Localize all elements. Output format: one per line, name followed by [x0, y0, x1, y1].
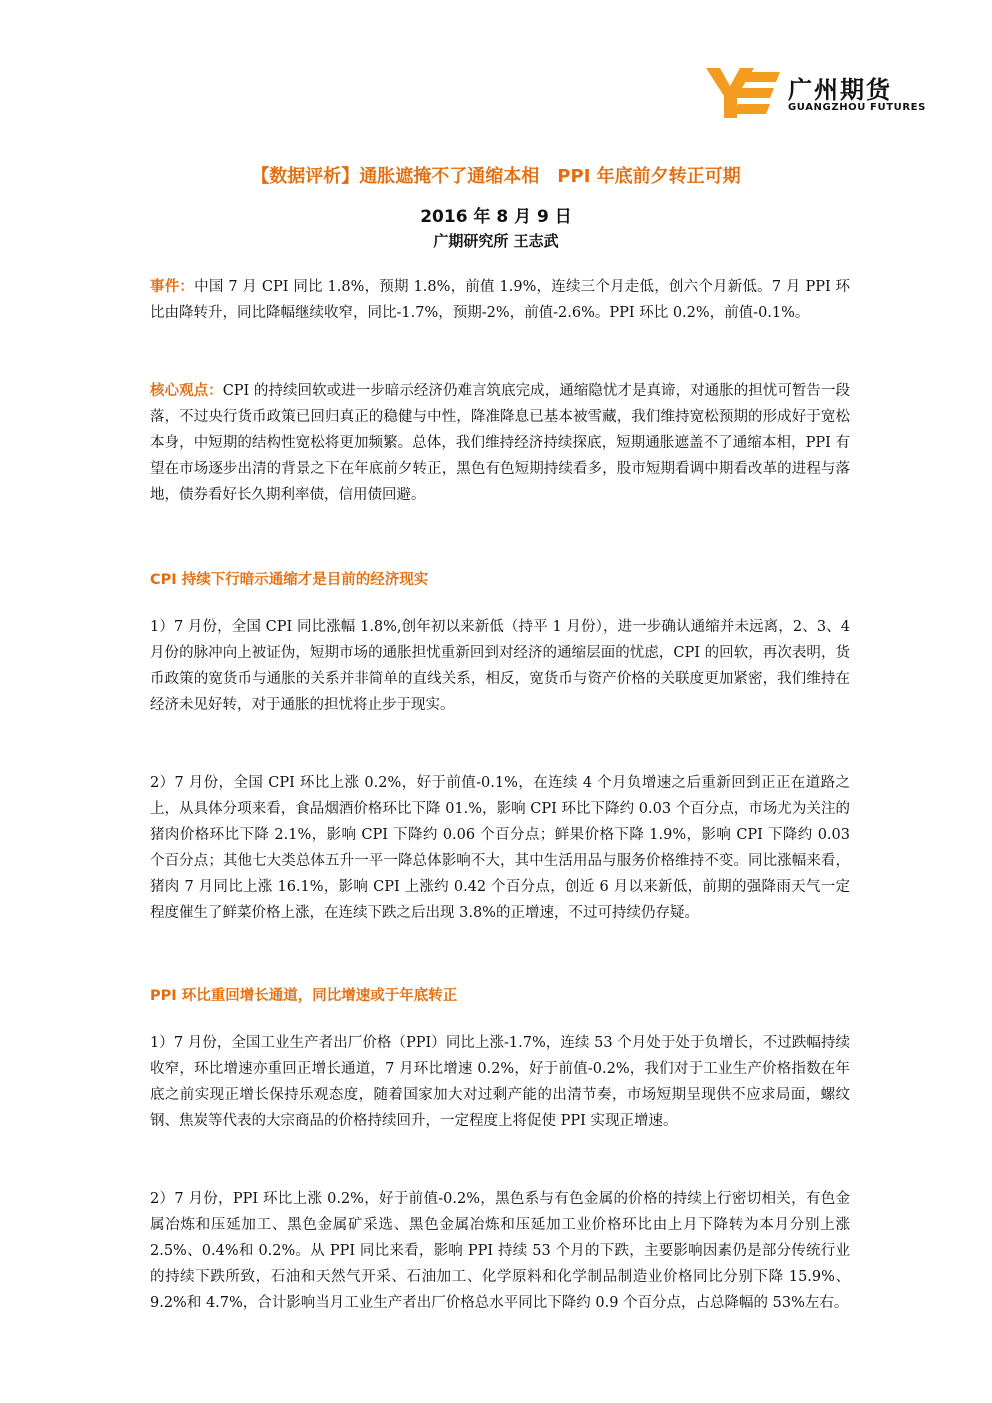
- brand-name-english: GUANGZHOU FUTURES: [788, 102, 926, 113]
- event-paragraph: [150, 274, 850, 326]
- section-cpi-paragraph-2: 2）7 月份，全国 CPI 环比上涨 0.2%，好于前值-0.1%，在连续 4 个月负增速之后重新回到正正在道路之上，从具体分项来看，食品烟酒价格环比下降 01.%，影响 CPI 环比下降约 0.03 个百分点，市场尤为关注的猪肉价格环比下降 2.1%，影响 CPI 下降约 0.06 个百分点；鲜果价格下降 1.9%，影响 CPI 下降约 0.03 个百分点；其他七大类总体五升一平一降总体影响不大，其中生活用品与服务价格维持不变。同比涨幅来看，猪肉 7 月同比上涨 16.1%，影响 CPI 上涨约 0.42 个百分点，创近 6 月以来新低，前期的强降雨天气一定程度催生了鲜菜价格上涨，在连续下跌之后出现 3.8%的正增速，不过可持续仍存疑。: [150, 775, 850, 921]
- section-ppi-paragraph-1: 1）7 月份，全国工业生产者出厂价格（PPI）同比上涨-1.7%，连续 53 个月处于处于负增长，不过跌幅持续收窄，环比增速亦重回正增长通道，7 月环比增速 0.2%，好于前值-0.2%，我们对于工业生产价格指数在年底之前实现正增长保持乐观态度，随着国家加大对过剩产能的出清节奏，市场短期呈现供不应求局面，螺纹钢、焦炭等代表的大宗商品的价格持续回升，一定程度上将促使 PPI 实现正增速。: [150, 1035, 850, 1129]
- section-heading-cpi: CPI 持续下行暗示通缩才是目前的经济现实: [150, 572, 429, 588]
- section-ppi-paragraph-2: 2）7 月份，PPI 环比上涨 0.2%，好于前值-0.2%，黑色系与有色金属的价格的持续上行密切相关，有色金属冶炼和压延加工、黑色金属矿采选、黑色金属冶炼和压延加工业价格环比由上月下降转为本月分别上涨 2.5%、0.4%和 0.2%。从 PPI 同比来看，影响 PPI 持续 53 个月的下跌，主要影响因素仍是部分传统行业的持续下跌所致，石油和天然气开采、石油加工、化学原料和化学制品制造业价格同比分别下降 15.9%、9.2%和 4.7%，合计影响当月工业生产者出厂价格总水平同比下降约 0.9 个百分点，占总降幅的 53%左右。: [150, 1191, 850, 1311]
- report-date: 2016 年 8 月 9 日: [420, 207, 572, 227]
- section-heading-ppi: PPI 环比重回增长通道，同比增速或于年底转正: [150, 988, 458, 1004]
- event-label: 事件：: [150, 279, 195, 295]
- report-title: 【数据评析】通胀遮掩不了通缩本相 PPI 年底前夕转正可期: [251, 166, 741, 187]
- guangzhou-futures-logo-icon: [704, 66, 782, 120]
- report-author: 广期研究所 王志武: [433, 232, 559, 250]
- brand-name: 广州期货: [788, 76, 892, 104]
- core-view-text: CPI 的持续回软或进一步暗示经济仍难言筑底完成，通缩隐忧才是真谛，对通胀的担忧可暂告一段落，不过央行货币政策已回归真正的稳健与中性，降准降息已基本被雪藏，我们维持宽松预期的形成好于宽松本身，中短期的结构性宽松将更加频繁。总体，我们维持经济持续探底，短期通胀遮盖不了通缩本相，PPI 有望在市场逐步出清的背景之下在年底前夕转正，黑色有色短期持续看多，股市短期看调中期看改革的进程与落地，债券看好长久期利率债，信用债回避。: [150, 383, 851, 503]
- brand-logo: [704, 66, 924, 120]
- section-cpi-paragraph-1: 1）7 月份，全国 CPI 同比涨幅 1.8%,创年初以来新低（持平 1 月份），进一步确认通缩并未远离，2、3、4 月份的脉冲向上被证伪，短期市场的通胀担忧重新回到对经济的通缩层面的忧虑，CPI 的回软，再次表明，货币政策的宽货币与通胀的关系并非简单的直线关系，相反，宽货币与资产价格的关联度更加紧密，我们维持在经济未见好转，对于通胀的担忧将止步于现实。: [150, 619, 850, 713]
- core-view-label: 核心观点：: [150, 383, 223, 399]
- core-view-paragraph: [150, 378, 850, 508]
- event-text: 中国 7 月 CPI 同比 1.8%，预期 1.8%，前值 1.9%，连续三个月走低，创六个月新低。7 月 PPI 环比由降转升，同比降幅继续收窄，同比-1.7%，预期-2%，前值-2.6%。PPI 环比 0.2%，前值-0.1%。: [150, 279, 850, 321]
